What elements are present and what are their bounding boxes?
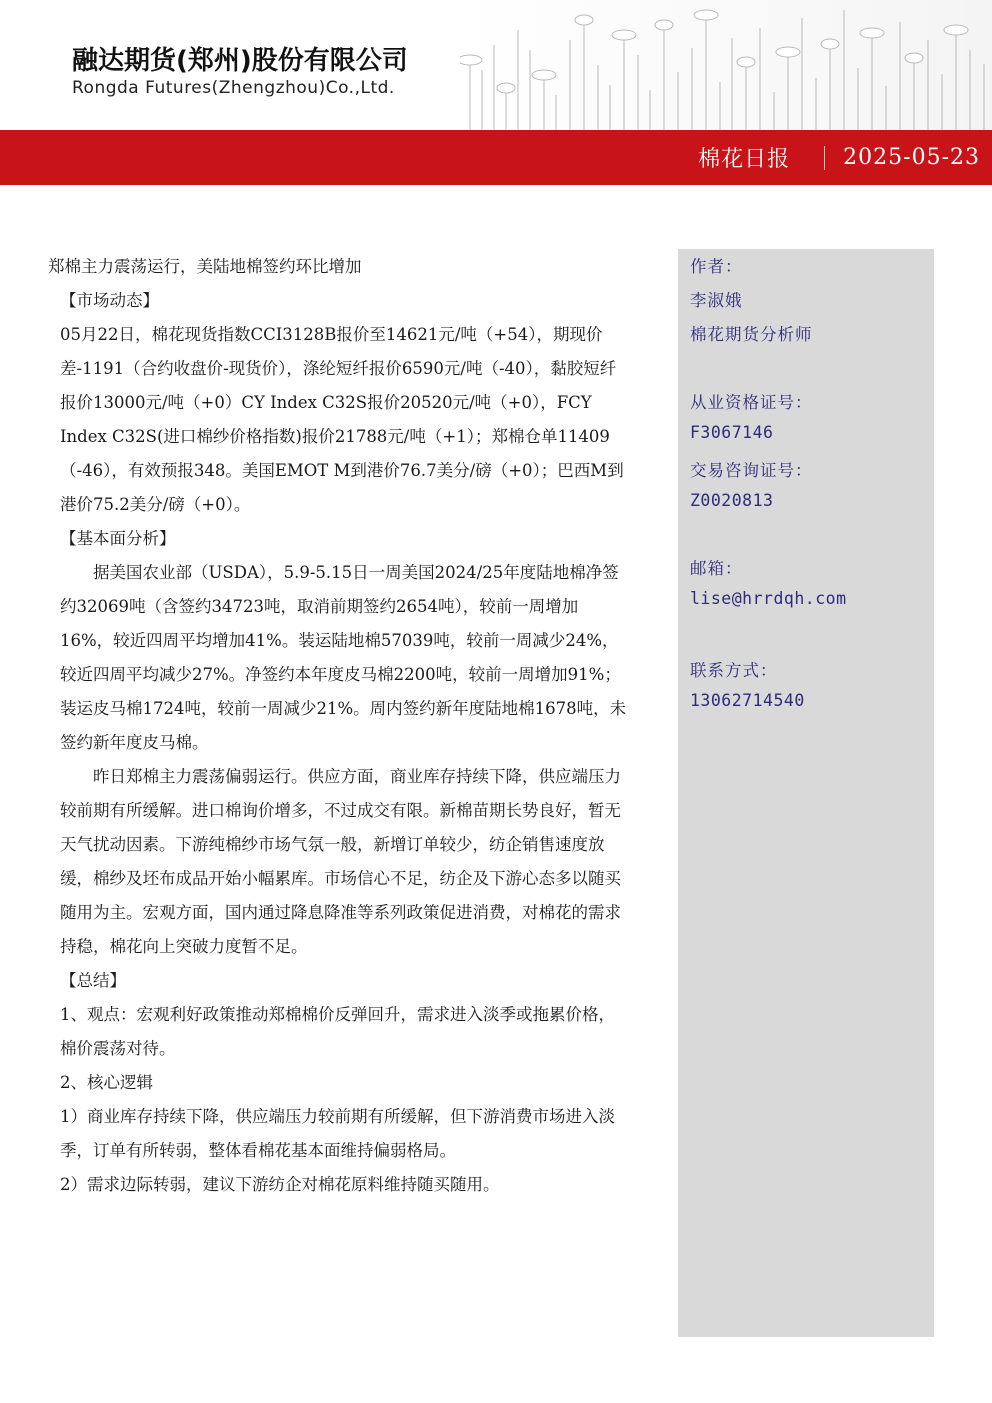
contact-label: 联系方式：: [690, 661, 778, 680]
fundamentals-paragraph-1: 据美国农业部（USDA），5.9-5.15日一周美国2024/25年度陆地棉净签约32069吨（含签约34723吨，取消前期签约2654吨），较前一周增加16%，较近四周平均增加41%。装运陆地棉57039吨，较前一周减少24%，较近四周平均减少27%。净签约本年度皮马棉2200吨，较前一周增加91%；装运皮马棉1724吨，较前一周减少21%。周内签约新年度陆地棉1678吨，未签约新年度皮马棉。: [60, 563, 627, 752]
decorative-lines-graphic: [460, 0, 992, 130]
email-label: 邮箱：: [690, 559, 743, 578]
consult-number: Z0020813: [690, 491, 774, 510]
author-name: 李淑娥: [690, 291, 743, 310]
market-paragraph: 05月22日，棉花现货指数CCI3128B报价至14621元/吨（+54），期现价差-1191（合约收盘价-现货价），涤纶短纤报价6590元/吨（-40），黏胶短纤报价13000元/吨（+0）CY Index C32S报价20520元/吨（+0），FCY Index C32S(进口棉纱价格指数)报价21788元/吨（+1）；郑棉仓单11409（-46），有效预报348。美国EMOT M到港价76.7美分/磅（+0）；巴西M到港价75.2美分/磅（+0）。: [60, 325, 624, 514]
article-title: 郑棉主力震荡运行，美陆地棉签约环比增加: [48, 257, 362, 276]
page-header: [0, 0, 992, 130]
section-heading-market: 【市场动态】: [60, 291, 159, 310]
consult-label: 交易咨询证号：: [690, 461, 813, 480]
author-sidebar: [678, 249, 934, 1337]
summary-item: 2、核心逻辑: [60, 1073, 153, 1092]
article-body: [48, 250, 628, 1202]
fundamentals-paragraph-2: 昨日郑棉主力震荡偏弱运行。供应方面，商业库存持续下降，供应端压力较前期有所缓解。进口棉询价增多，不过成交有限。新棉苗期长势良好，暂无天气扰动因素。下游纯棉纱市场气氛一般，新增订单较少，纺企销售速度放缓，棉纱及坯布成品开始小幅累库。市场信心不足，纺企及下游心态多以随买随用为主。宏观方面，国内通过降息降准等系列政策促进消费，对棉花的需求持稳，棉花向上突破力度暂不足。: [60, 767, 621, 956]
banner-divider: [824, 146, 825, 170]
license-label: 从业资格证号：: [690, 393, 813, 412]
summary-item: 2）需求边际转弱，建议下游纺企对棉花原料维持随买随用。: [60, 1175, 500, 1194]
section-heading-fundamentals: 【基本面分析】: [60, 529, 176, 548]
summary-item: 1、观点：宏观利好政策推动郑棉棉价反弹回升，需求进入淡季或拖累价格，棉价震荡对待。: [60, 1005, 615, 1058]
report-banner: [0, 130, 992, 185]
company-name-en: Rongda Futures(Zhengzhou)Co.,Ltd.: [72, 78, 395, 98]
report-date: 2025-05-23: [843, 145, 980, 170]
phone-number: 13062714540: [690, 691, 805, 710]
summary-item: 1）商业库存持续下降，供应端压力较前期有所缓解，但下游消费市场进入淡季，订单有所转弱，整体看棉花基本面维持偏弱格局。: [60, 1107, 615, 1160]
license-number: F3067146: [690, 423, 774, 442]
author-label: 作者：: [690, 257, 743, 276]
company-name-cn: 融达期货(郑州)股份有限公司: [72, 46, 408, 76]
section-heading-summary: 【总结】: [60, 971, 126, 990]
author-title: 棉花期货分析师: [690, 325, 813, 344]
email-link[interactable]: lise@hrrdqh.com: [690, 589, 847, 608]
report-type-label: 棉花日报: [698, 147, 791, 172]
